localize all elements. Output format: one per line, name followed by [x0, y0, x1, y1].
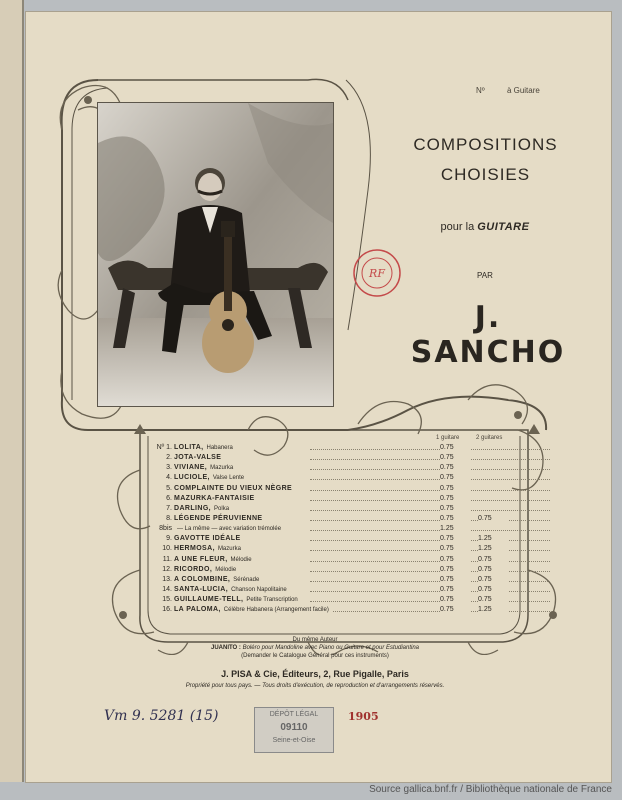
handwritten-call-number: Vm 9. 5281 (15): [104, 708, 219, 724]
price-two-guitars: 0.75: [478, 555, 508, 565]
seal-initials: RF: [369, 267, 385, 280]
work-number: 15.: [162, 596, 172, 604]
dot-leader: [310, 479, 550, 480]
publication-number-label: Nº: [476, 86, 485, 95]
work-description: Mazurka: [217, 546, 241, 553]
work-name: VIVIANE,: [174, 464, 208, 472]
work-title: [174, 494, 261, 504]
list-item: [150, 575, 510, 585]
price-one-guitar: 0.75: [440, 575, 470, 585]
price-one-guitar: 0.75: [440, 443, 470, 453]
legal-deposit-stamp: [254, 707, 334, 753]
library-seal-stamp: [352, 248, 402, 298]
dot-leader: [310, 449, 550, 450]
work-number: 7.: [166, 504, 172, 512]
work-title: [174, 504, 232, 514]
composer-name: J. SANCHO: [410, 300, 566, 370]
list-item: [150, 453, 510, 463]
work-title: [174, 443, 236, 453]
price-one-guitar: 0.75: [440, 555, 470, 565]
dot-leader: [310, 601, 550, 602]
price-one-guitar: 0.75: [440, 514, 470, 524]
work-title: [174, 534, 247, 544]
work-name: MAZURKA-FANTAISIE: [174, 494, 255, 502]
title-line-2: CHOISIES: [440, 165, 531, 184]
source-credit: Source gallica.bnf.fr / Bibliothèque nationale de France: [369, 784, 612, 795]
work-number: Nº 1.: [156, 444, 172, 451]
work-name: COMPLAINTE DU VIEUX NÈGRE: [174, 484, 293, 492]
work-description: Mélodie: [215, 566, 237, 573]
price-one-guitar: 0.75: [440, 595, 470, 605]
work-title: [174, 463, 236, 473]
work-name: GUILLAUME-TELL,: [174, 596, 244, 604]
dot-leader: [310, 591, 550, 592]
dot-leader: [310, 530, 550, 531]
price-one-guitar: 0.75: [440, 544, 470, 554]
subtitle: [410, 221, 560, 233]
work-description: Chanson Napolitaine: [231, 586, 287, 593]
column-header-one-guitar: 1 guitare: [436, 435, 460, 441]
adjacent-page-edge: [0, 0, 24, 782]
work-name: GAVOTTE IDÉALE: [174, 535, 241, 543]
list-item: [150, 544, 510, 554]
list-item: [150, 504, 510, 514]
work-title: [174, 565, 239, 575]
work-name: A COLOMBINE,: [174, 575, 231, 583]
deposit-year: 1905: [348, 710, 379, 723]
list-item: [150, 534, 510, 544]
price-two-guitars: 0.75: [478, 595, 508, 605]
portrait-photograph: [97, 102, 334, 407]
work-number: 2.: [166, 454, 172, 462]
list-item: [150, 463, 510, 473]
list-item: [150, 443, 510, 453]
work-title: [174, 575, 262, 585]
price-two-guitars: 1.25: [478, 534, 508, 544]
price-two-guitars: 0.75: [478, 514, 508, 524]
price-one-guitar: 0.75: [440, 504, 470, 514]
price-one-guitar: 0.75: [440, 453, 470, 463]
price-one-guitar: 0.75: [440, 463, 470, 473]
price-one-guitar: 0.75: [440, 473, 470, 483]
work-name: LA PALOMA,: [174, 606, 221, 614]
dot-leader: [310, 550, 550, 551]
price-one-guitar: 0.75: [440, 585, 470, 595]
work-description: Mazurka: [210, 465, 234, 472]
work-number: 16.: [162, 606, 172, 614]
catalogue-note: (Demander le Catalogue Général pour ces instruments): [241, 653, 389, 659]
subtitle-prefix: pour la: [440, 221, 475, 233]
work-number: 11.: [162, 555, 172, 563]
publication-number: [476, 86, 540, 95]
work-description: Habanera: [206, 445, 233, 451]
dot-leader: [310, 571, 550, 572]
work-name: LUCIOLE,: [174, 474, 210, 482]
dot-leader: [310, 611, 550, 612]
dot-leader: [310, 581, 550, 582]
work-title: [174, 473, 247, 483]
dot-leader: [310, 540, 550, 541]
deposit-place: Seine-et-Oise: [272, 737, 316, 744]
work-number: 8.: [166, 514, 172, 522]
by-label: PAR: [477, 271, 493, 280]
work-description: Polka: [214, 505, 230, 512]
work-description: Petite Transcription: [246, 597, 298, 604]
work-name: A UNE FLEUR,: [174, 555, 228, 563]
work-title: [174, 524, 284, 534]
same-author-heading: Du même Auteur: [292, 637, 338, 643]
work-number: 13.: [162, 575, 172, 583]
list-item: [150, 484, 510, 494]
list-item: [150, 494, 510, 504]
list-item: [150, 524, 510, 534]
list-item: [150, 585, 510, 595]
dot-leader: [310, 469, 550, 470]
dot-leader: [310, 561, 550, 562]
price-two-guitars: 0.75: [478, 585, 508, 595]
list-item: [150, 473, 510, 483]
price-one-guitar: 0.75: [440, 605, 470, 615]
work-number: 6.: [166, 494, 172, 502]
work-name: RICORDO,: [174, 565, 213, 573]
list-item: [150, 555, 510, 565]
price-two-guitars: 1.25: [478, 544, 508, 554]
work-name: SANTA-LUCIA,: [174, 585, 229, 593]
juanito-title: JUANITO :: [210, 645, 241, 651]
work-title: [174, 514, 269, 524]
price-one-guitar: 0.75: [440, 484, 470, 494]
list-item: [150, 605, 510, 615]
instrument-label: à Guitare: [506, 86, 540, 95]
price-two-guitars: 1.25: [478, 605, 508, 615]
work-name: LÉGENDE PÉRUVIENNE: [174, 514, 263, 522]
work-description: — La même — avec variation trémolée: [177, 526, 282, 533]
deposit-number: 09110: [280, 722, 308, 733]
column-header-two-guitars: 2 guitares: [476, 435, 503, 441]
work-name: DARLING,: [174, 504, 212, 512]
work-name: JOTA-VALSE: [174, 454, 222, 462]
work-title: [174, 544, 244, 554]
price-one-guitar: 0.75: [440, 494, 470, 504]
dot-leader: [310, 510, 550, 511]
work-number: 4.: [166, 474, 172, 482]
juanito-description: Boléro pour Mandoline avec Piano ou Guitare et pour Estudiantina: [242, 645, 420, 651]
price-two-guitars: 0.75: [478, 565, 508, 575]
work-title: [174, 453, 227, 463]
compositions-list: [150, 443, 510, 615]
work-description: Mélodie: [230, 556, 252, 563]
work-description: Célèbre Habanera (Arrangement facile): [223, 607, 329, 614]
price-one-guitar: 1.25: [440, 524, 470, 534]
list-item: [150, 514, 510, 524]
dot-leader: [310, 520, 550, 521]
work-name: LOLITA,: [174, 444, 204, 451]
dot-leader: [310, 459, 550, 460]
list-item: [150, 595, 510, 605]
work-title: [174, 595, 301, 605]
work-number: 14.: [162, 585, 172, 593]
work-title: [174, 555, 255, 565]
juanito-line: [150, 645, 480, 651]
work-description: Sérénade: [233, 576, 260, 583]
rights-notice: Propriété pour tous pays. — Tous droits d'exécution, de reproduction et d'arrangements réservés.: [185, 683, 445, 689]
price-two-guitars: 0.75: [478, 575, 508, 585]
work-number: 12.: [162, 565, 172, 573]
price-one-guitar: 0.75: [440, 534, 470, 544]
work-title: [174, 605, 332, 615]
dot-leader: [310, 490, 550, 491]
work-name: HERMOSA,: [174, 545, 215, 553]
subtitle-instrument: GUITARE: [477, 221, 530, 233]
work-number: 3.: [166, 464, 172, 472]
title-line-1: COMPOSITIONS: [413, 135, 558, 154]
work-title: [174, 585, 290, 595]
deposit-label: DÉPÔT LÉGAL: [269, 711, 319, 718]
work-number: 10.: [162, 545, 172, 553]
publisher-line: J. PISA & Cie, Éditeurs, 2, Rue Pigalle, Paris: [221, 669, 409, 679]
work-number: 9.: [166, 535, 172, 543]
work-number: 5.: [166, 484, 172, 492]
dot-leader: [310, 500, 550, 501]
list-item: [150, 565, 510, 575]
work-description: Valse Lente: [212, 475, 245, 482]
work-number: 8bis: [159, 525, 172, 533]
work-title: [174, 484, 298, 494]
price-one-guitar: 0.75: [440, 565, 470, 575]
